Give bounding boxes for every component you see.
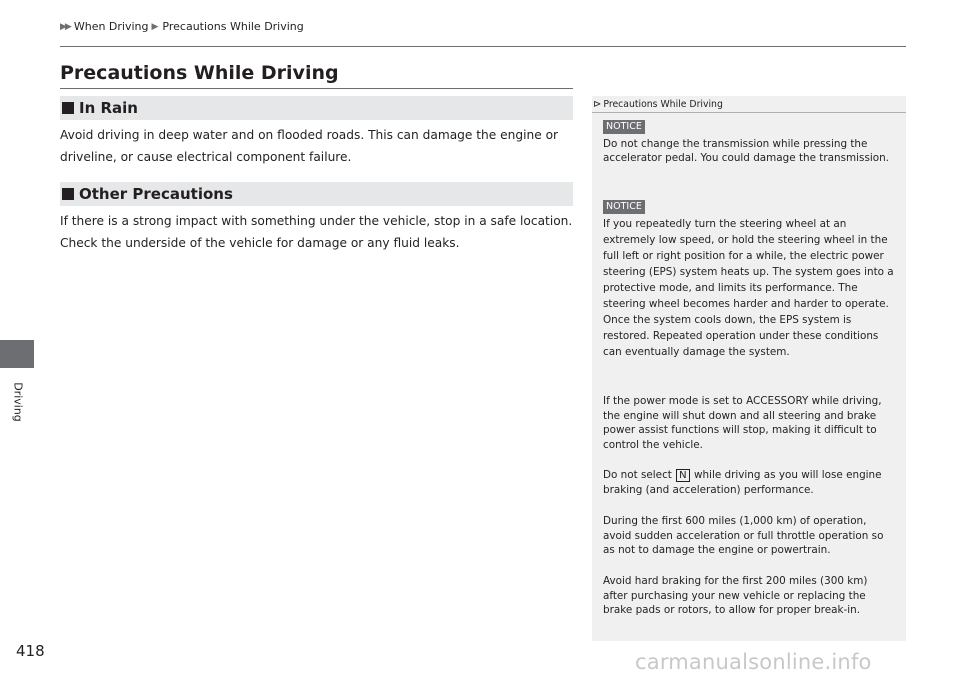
para-break-in-engine: During the first 600 miles (1,000 km) of operation, avoid sudden acceleration or full throttle operation so as not to damage the engine or powertrain. <box>603 515 884 556</box>
breadcrumb <box>60 20 304 33</box>
reference-icon: ⊳ <box>593 98 602 110</box>
para-neutral: Do not select N while driving as you will lose engine braking (and acceleration) performance. <box>603 469 882 496</box>
para-break-in-brakes: Avoid hard braking for the first 200 miles (300 km) after purchasing your new vehicle or replacing the brake pads or rotors, to allow for proper break-in. <box>603 575 868 616</box>
side-tab-label: Driving <box>11 382 25 422</box>
breadcrumb-arrow-icon: ▶▶ <box>60 21 70 32</box>
section-body-other-precautions: If there is a strong impact with something under the vehicle, stop in a safe location. Check the underside of the vehicle for damage or any fluid leaks. <box>60 214 573 250</box>
breadcrumb-arrow-icon: ▶ <box>151 21 159 32</box>
section-square-icon <box>62 102 74 114</box>
breadcrumb-item-precautions[interactable]: Precautions While Driving <box>162 20 304 33</box>
reference-sidebar <box>592 96 906 641</box>
side-tab-marker <box>0 340 34 368</box>
page-title: Precautions While Driving <box>60 62 339 84</box>
notice-badge: NOTICE <box>603 200 645 214</box>
title-divider <box>60 88 573 89</box>
notice-badge: NOTICE <box>603 120 645 134</box>
section-heading-other-precautions: Other Precautions <box>60 182 573 206</box>
section-heading-in-rain: In Rain <box>60 96 573 120</box>
page-number: 418 <box>16 642 45 660</box>
breadcrumb-item-when-driving[interactable]: When Driving <box>73 20 149 33</box>
para-power-mode: If the power mode is set to ACCESSORY while driving, the engine will shut down and all steering and brake power assist functions will stop, making it difficult to control the vehicle. <box>603 395 882 451</box>
neutral-gear-key-icon: N <box>676 469 689 482</box>
section-square-icon <box>62 188 74 200</box>
section-body-in-rain: Avoid driving in deep water and on flooded roads. This can damage the engine or driveline, or cause electrical component failure. <box>60 128 559 164</box>
notice-text-transmission: Do not change the transmission while pressing the accelerator pedal. You could damage the transmission. <box>603 138 889 164</box>
sidebar-header: ⊳ Precautions While Driving <box>592 96 906 113</box>
header-divider <box>60 46 906 47</box>
watermark: carmanualsonline.info <box>635 650 872 674</box>
notice-text-steering: If you repeatedly turn the steering wheel at an extremely low speed, or hold the steering wheel in the full left or right position for a while, the electric power steering (EPS) system heats up. The system goes into a protective mode, and limits its performance. The steering wheel becomes harder and harder to operate. Once the system cools down, the EPS system is restored. Repeated operation under these conditions can eventually damage the system. <box>603 218 894 358</box>
